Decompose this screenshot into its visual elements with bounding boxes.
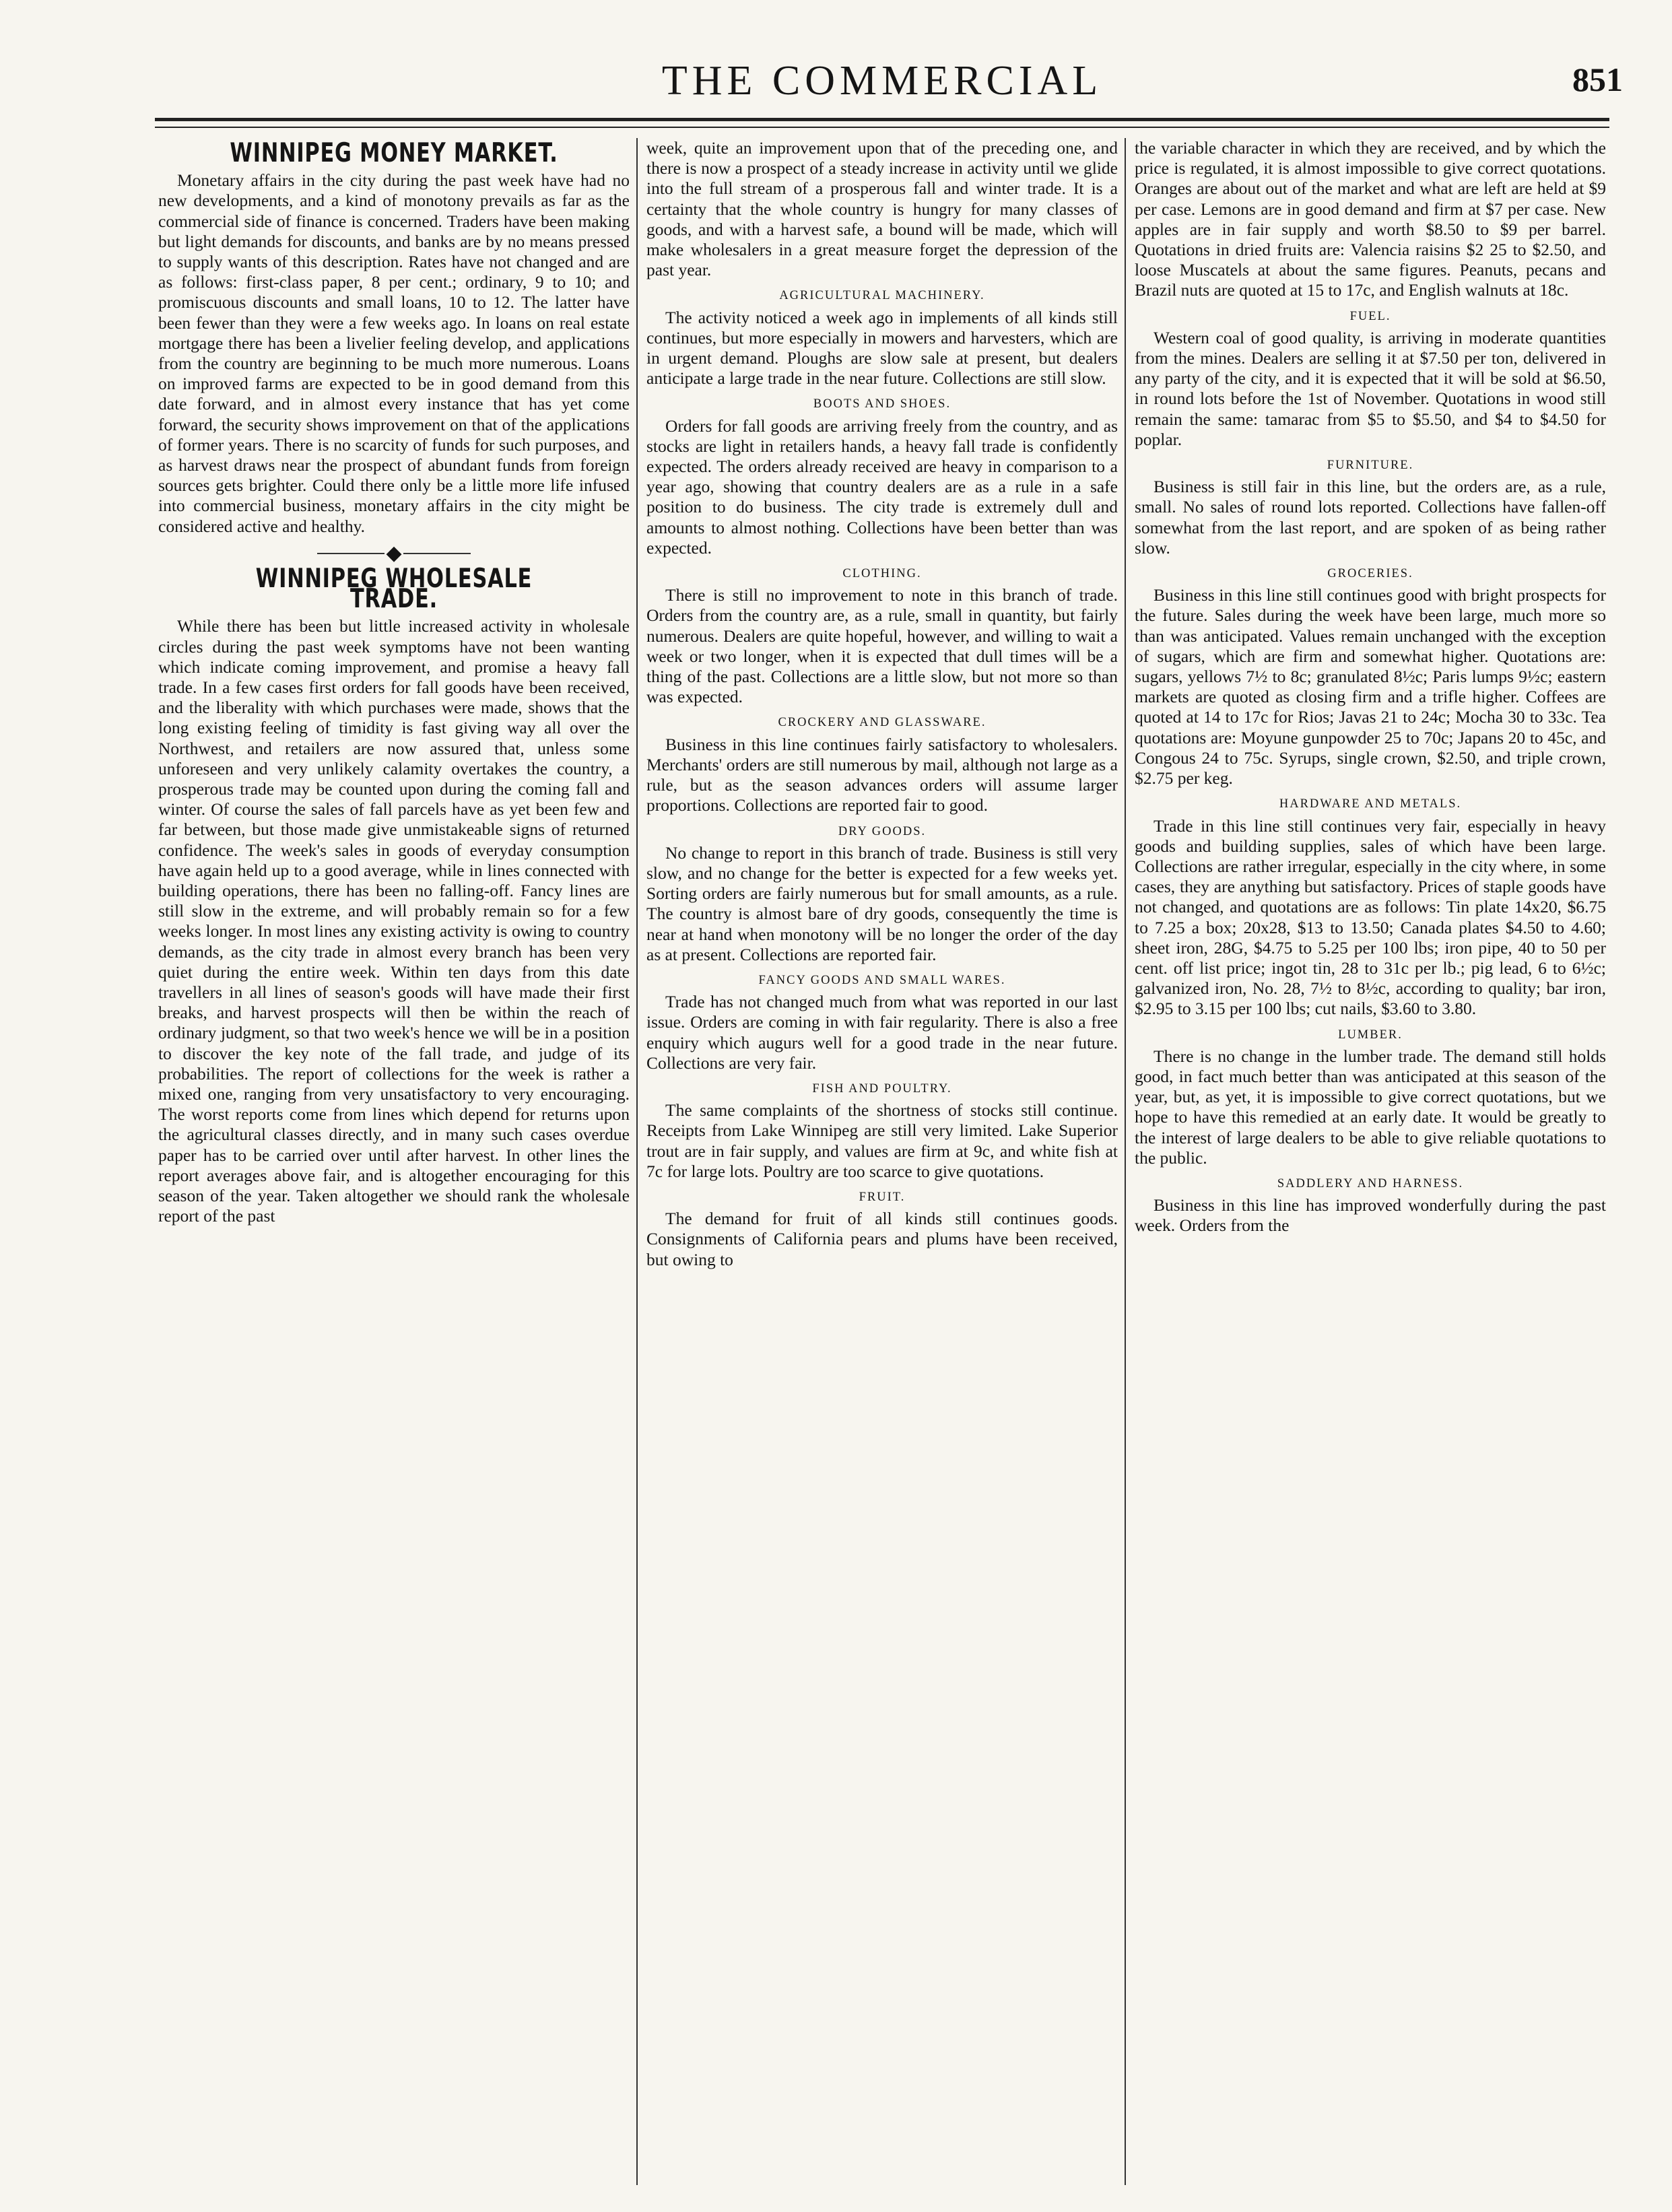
column-3 [1135,138,1606,2185]
money-market-text: Monetary affairs in the city during the past week have had no new developments, and a kind of monotony prevails as far as the commercial side of finance is concerned. Traders have been making but light demands for discounts, and banks are by no means pressed to supply wants of this description. Rates have not changed and are as follows: first-class paper, 8 per cent.; ordinary, 9 to 10; and promiscuous discounts and small loans, 10 to 12. The latter have been fewer than they were a few weeks ago. In loans on real estate mortgage there has been a livelier feeling develop, and applications from the country are beginning to be much more numerous. Loans on improved farms are expected to be in good demand from this date forward, and in almost every instance that has yet come forward, the security shows improvement on that of the applications of former years. There is no scarcity of funds for such purposes, and as harvest draws near the prospect of abundant funds from foreign sources gets brighter. Could there only be a little more life infused into commercial business, monetary affairs in the city might be considered active and healthy. [158,170,630,536]
furniture-text: Business is still fair in this line, but the orders are, as a rule, small. No sales of round lots reported. Collections have fallen-off somewhat from the last report, and are spoken of as being rather slow. [1135,477,1606,558]
clothing-text: There is still no improvement to note in this branch of trade. Orders from the country are, as a rule, small in quantity, but fairly numerous. Dealers are quite hopeful, however, and willing to wait a week or two longer, when it is expected that dull times will be a thing of the past. Collections are a little slow, but not more so than was expected. [646,585,1118,707]
fancy-goods-heading: FANCY GOODS AND SMALL WARES. [758,973,1006,987]
page-number: 851 [1572,61,1623,98]
diamond-ornament-icon: ◆ [386,541,402,564]
crockery-heading: CROCKERY AND GLASSWARE. [778,716,987,730]
boots-shoes-heading: BOOTS AND SHOES. [813,397,951,411]
groceries-heading: GROCERIES. [1327,567,1413,581]
fish-poultry-text: The same complaints of the shortness of stocks still continue. Receipts from Lake Winnipeg are still very limited. Lake Superior trout are in fair supply, and values are firm at 9c, and white fish at 7c for large lots. Poultry are too scarce to give quotations. [646,1100,1118,1181]
saddlery-harness-text: Business in this line has improved wonderfully during the past week. Orders from the [1135,1195,1606,1236]
column-2 [646,138,1118,2185]
lumber-text: There is no change in the lumber trade. The demand still holds good, in fact much better than was anticipated at this season of the year, but, as yet, it is impossible to give correct quotations, but we hope to have this remedied at an early date. It would be greatly to the interest of large dealers to be able to give reliable quotations to the public. [1135,1046,1606,1168]
furniture-heading: FURNITURE. [1327,459,1414,473]
agricultural-machinery-heading: AGRICULTURAL MACHINERY. [779,289,985,303]
column-divider [1125,138,1126,2185]
fuel-heading: FUEL. [1349,309,1391,323]
fruit-heading: FRUIT. [859,1190,906,1204]
dry-goods-heading: DRY GOODS. [838,824,927,838]
lumber-heading: LUMBER. [1338,1028,1403,1042]
newspaper-title: THE COMMERCIAL [661,58,1103,104]
dry-goods-text: No change to report in this branch of trade. Business is still very slow, and no change for the better is expected for a few weeks yet. Sorting orders are fairly numerous but for small amounts, as a rule. The country is almost bare of dry goods, consequently the time is near at hand when monotony will be no longer the order of the day as at present. Collections are reported fair. [646,842,1118,964]
groceries-text: Business in this line still continues good with bright prospects for the future. Sales during the week have been large, much more so than was anticipated. Values remain unchanged with the exception of sugars, which are firm and somewhat higher. Quotations are: sugars, yellows 7½ to 8c; granulated 8½c; Paris lumps 9½c; eastern markets are quoted as closing firm and a trifle higher. Coffees are quoted at 14 to 17c for Rios; Javas 21 to 24c; Mocha 30 to 33c. Tea quotations are: Moyune gunpowder 25 to 70c; Japans 20 to 45c, and Congous 24 to 75c. Syrups, single crown, $2.50, and triple crown, $2.75 per keg. [1135,585,1606,789]
hardware-metals-text: Trade in this line still continues very fair, especially in heavy goods and building supplies, sales of which have been large. Collections are rather irregular, especially in the city where, in some cases, they are anything but satisfactory. Prices of staple goods have not changed, and quotations are as follows: Tin plate 14x20, $6.75 to 7.25 a box; 20x28, $13 to 13.50; Canada plates $4.50 to 4.60; sheet iron, 28G, $4.75 to 5.25 per 100 lbs; iron pipe, 40 to 50 per cent. off list price; ingot tin, 28 to 31c per lb.; pig lead, 6 to 6½c; galvanized iron, No. 28, 7½ to 8½c, according to quality; bar iron, $2.95 to 3.15 per 100 lbs; cut nails, $3.60 to 3.80. [1135,815,1606,1019]
wholesale-trade-continued: week, quite an improvement upon that of the preceding one, and there is now a prospect of a steady increase in activity until we glide into the full stream of a prosperous fall and winter trade. It is a certainty that the whole country is hungry for many classes of goods, and with a harvest safe, a bound will be made, which will make wholesalers in a great measure forget the depression of the past year. [646,138,1118,280]
fancy-goods-text: Trade has not changed much from what was reported in our last issue. Orders are coming in with fair regularity. There is also a free enquiry which augurs well for a good trade in the near future. Collections are very fair. [646,992,1118,1073]
section-divider-ornament [158,542,630,564]
header-rule-thin [155,127,1609,128]
wholesale-trade-heading: WINNIPEG WHOLESALE TRADE. [255,563,533,615]
agricultural-machinery-text: The activity noticed a week ago in implements of all kinds still continues, but more especially in mowers and harvesters, which are in urgent demand. Ploughs are slow sale at present, but dealers anticipate a large trade in the near future. Collections are still slow. [646,307,1118,389]
crockery-text: Business in this line continues fairly satisfactory to wholesalers. Merchants' orders are still numerous by mail, although not large as a rule, but as the season advances orders will assume larger proportions. Collections are reported fair to good. [646,734,1118,815]
column-divider [636,138,638,2185]
boots-shoes-text: Orders for fall goods are arriving freely from the country, and as stocks are light in retailers hands, a heavy fall trade is confidently expected. The orders already received are heavy in comparison to a year ago, showing that country dealers are as a rule in a safe position to do business. The city trade is extremely dull and amounts to almost nothing. Collections have been better than was expected. [646,415,1118,558]
saddlery-harness-heading: SADDLERY AND HARNESS. [1277,1176,1464,1191]
column-1 [158,138,630,2185]
masthead [141,57,1623,118]
money-market-heading: WINNIPEG MONEY MARKET. [230,138,558,168]
hardware-metals-heading: HARDWARE AND METALS. [1279,797,1462,811]
fish-poultry-heading: FISH AND POULTRY. [812,1081,952,1096]
header-rule [155,118,1609,121]
wholesale-trade-text: While there has been but little increased activity in wholesale circles during the past week symptoms have not been wanting which indicate coming improvement, and promise a heavy fall trade. In a few cases first orders for fall goods have been received, and the liberality with which purchases were made, shows that the long existing feeling of timidity is fast giving way all over the Northwest, and retailers are now assured that, unless some unforeseen and very unlikely calamity overtakes the country, a prosperous trade may be counted upon during the coming fall and winter. Of course the sales of fall parcels have as yet been few and far between, but those made give unmistakeable signs of returned confidence. The week's sales in goods of everyday consumption have again held up to a good average, while in lines connected with building operations, there has been no falling-off. Fancy lines are still slow in the extreme, and will probably remain so for a few weeks longer. In most lines any existing activity is owing to country demands, as the city trade in almost every branch has been very quiet during the entire week. Within ten days from this date travellers in all lines of season's goods will have made their first breaks, and harvest prospects will then be within the reach of ordinary judgment, so that two week's hence we will be in a position to discover the key note of the fall trade, and judge of its probabilities. The report of collections for the week is rather a mixed one, ranging from very unsatisfactory to very encouraging. The worst reports come from lines which depend for returns upon the agricultural classes directly, and in many such cases overdue paper has to be carried over until after harvest. In other lines the report averages above fair, and is altogether encouraging for this season of the year. Taken altogether we should rank the wholesale report of the past [158,616,630,1226]
fuel-text: Western coal of good quality, is arriving in moderate quantities from the mines. Dealers are selling it at $7.50 per ton, delivered in any party of the city, and it is expected that it will be sold at $6.50, in round lots before the 1st of November. Quotations in wood still remain the same: tamarac from $5 to $5.50, and $4 to $4.50 for poplar. [1135,327,1606,449]
fruit-text: The demand for fruit of all kinds still continues goods. Consignments of California pears and plums have been received, but owing to [646,1209,1118,1269]
fruit-continued: the variable character in which they are received, and by which the price is regulated, it is almost impossible to give correct quotations. Oranges are about out of the market and what are left are held at $9 per case. Lemons are in good demand and firm at $7 per case. New apples are in fair supply and worth $8.50 to $9 per barrel. Quotations in dried fruits are: Valencia raisins $2 25 to $2.50, and loose Muscatels at about the same figures. Peanuts, pecans and Brazil nuts are quoted at 15 to 17c, and English walnuts at 18c. [1135,138,1606,300]
clothing-heading: CLOTHING. [842,567,922,581]
